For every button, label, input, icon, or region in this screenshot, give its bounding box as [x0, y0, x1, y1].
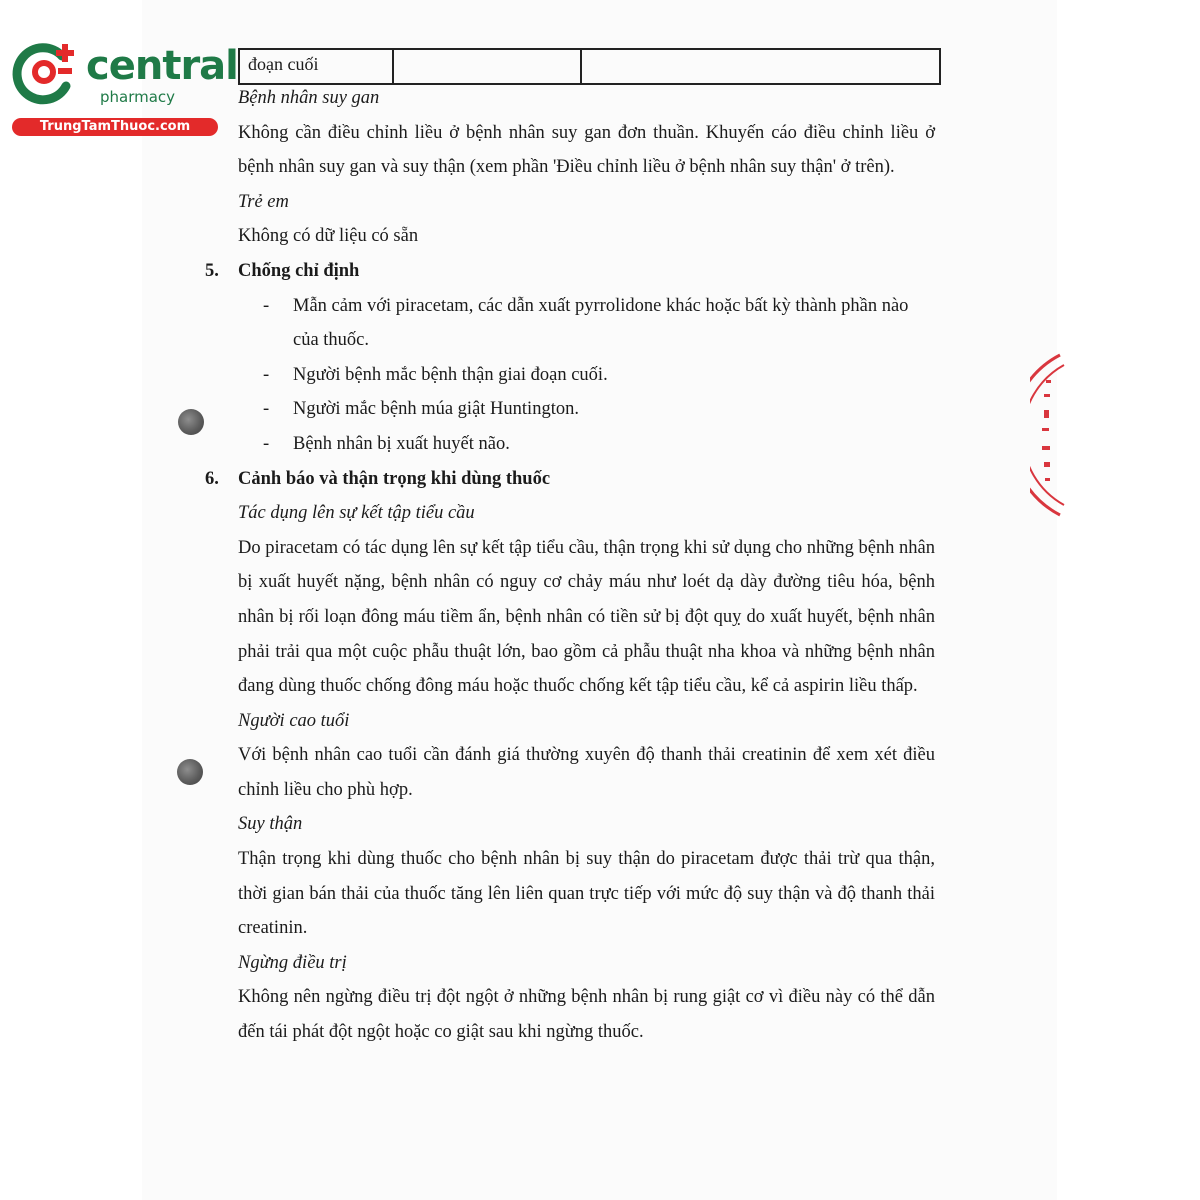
right-margin [1057, 0, 1200, 1200]
section-number: 6. [205, 468, 219, 489]
brand-url: TrungTamThuoc.com [12, 118, 218, 136]
list-dash: - [263, 399, 270, 420]
section-title: Chống chỉ định [238, 260, 360, 281]
list-dash: - [263, 364, 270, 385]
table-cell [581, 49, 940, 84]
brand-subtitle: pharmacy [100, 88, 176, 106]
list-item-text: Mẫn cảm với piracetam, các dẫn xuất pyrrolidone khác hoặc bất kỳ thành phần nào của thuốc. [293, 295, 909, 351]
table-cell [393, 49, 581, 84]
table-cell: đoạn cuối [239, 49, 393, 84]
subheading-liver: Bệnh nhân suy gan [238, 88, 380, 108]
paragraph-renal: Thận trọng khi dùng thuốc cho bệnh nhân bị suy thận do piracetam được thải trừ qua thận, thời gian bán thải của thuốc tăng lên liên quan trực tiếp với mức độ suy thận và độ thanh thải creatinin. [238, 849, 935, 939]
subheading-stop: Ngừng điều trị [238, 952, 347, 973]
left-margin [0, 0, 142, 1200]
table-row [239, 49, 940, 84]
document-body [205, 81, 935, 1050]
subheading-elderly: Người cao tuổi [238, 710, 350, 731]
list-item [263, 392, 935, 427]
list-dash: - [263, 295, 270, 316]
list-item-text: Người bệnh mắc bệnh thận giai đoạn cuối. [293, 364, 608, 385]
list-item [263, 358, 935, 393]
list-item-text: Bệnh nhân bị xuất huyết não. [293, 433, 510, 454]
paragraph-platelet: Do piracetam có tác dụng lên sự kết tập tiểu cầu, thận trọng khi sử dụng cho những bệnh nhân bị xuất huyết nặng, bệnh nhân có nguy cơ chảy máu như loét dạ dày đường tiêu hóa, bệnh nhân bị rối loạn đông máu tiềm ẩn, bệnh nhân có tiền sử bị đột quỵ do xuất huyết, bệnh nhân phải trải qua một cuộc phẫu thuật lớn, bao gồm cả phẫu thuật nha khoa và những bệnh nhân đang dùng thuốc chống đông máu hoặc thuốc chống kết tập tiểu cầu, kể cả aspirin liều thấp. [238, 537, 935, 697]
central-pharmacy-logo-icon [10, 38, 80, 108]
punch-hole [177, 759, 203, 785]
paragraph-elderly: Với bệnh nhân cao tuổi cần đánh giá thường xuyên độ thanh thải creatinin để xem xét điều chỉnh liều cho phù hợp. [238, 745, 935, 800]
paragraph-stop: Không nên ngừng điều trị đột ngột ở những bệnh nhân bị rung giật cơ vì điều này có thể dẫn đến tái phát đột ngột hoặc co giật sau khi ngừng thuốc. [238, 987, 935, 1043]
subheading-platelet: Tác dụng lên sự kết tập tiểu cầu [238, 503, 475, 524]
paragraph-liver: Không cần điều chỉnh liều ở bệnh nhân suy gan đơn thuần. Khuyến cáo điều chỉnh liều ở bệnh nhân suy gan và suy thận (xem phần 'Điều chỉnh liều ở bệnh nhân suy thận' ở trên). [238, 122, 935, 178]
subheading-children: Trẻ em [238, 191, 289, 212]
list-item [263, 427, 935, 462]
official-stamp-icon [1030, 350, 1066, 520]
section-heading-5 [205, 254, 935, 289]
dosage-table-tail [238, 48, 941, 85]
subheading-renal: Suy thận [238, 814, 303, 835]
list-item-text: Người mắc bệnh múa giật Huntington. [293, 399, 579, 420]
brand-name: central [86, 43, 238, 89]
list-item [263, 289, 935, 358]
punch-hole [178, 409, 204, 435]
list-dash: - [263, 433, 270, 454]
brand-logo [10, 38, 238, 138]
section-number: 5. [205, 260, 219, 281]
section-heading-6 [205, 462, 935, 497]
contraindication-list [205, 289, 935, 462]
paragraph-children: Không có dữ liệu có sẵn [238, 226, 419, 247]
section-title: Cảnh báo và thận trọng khi dùng thuốc [238, 468, 551, 489]
